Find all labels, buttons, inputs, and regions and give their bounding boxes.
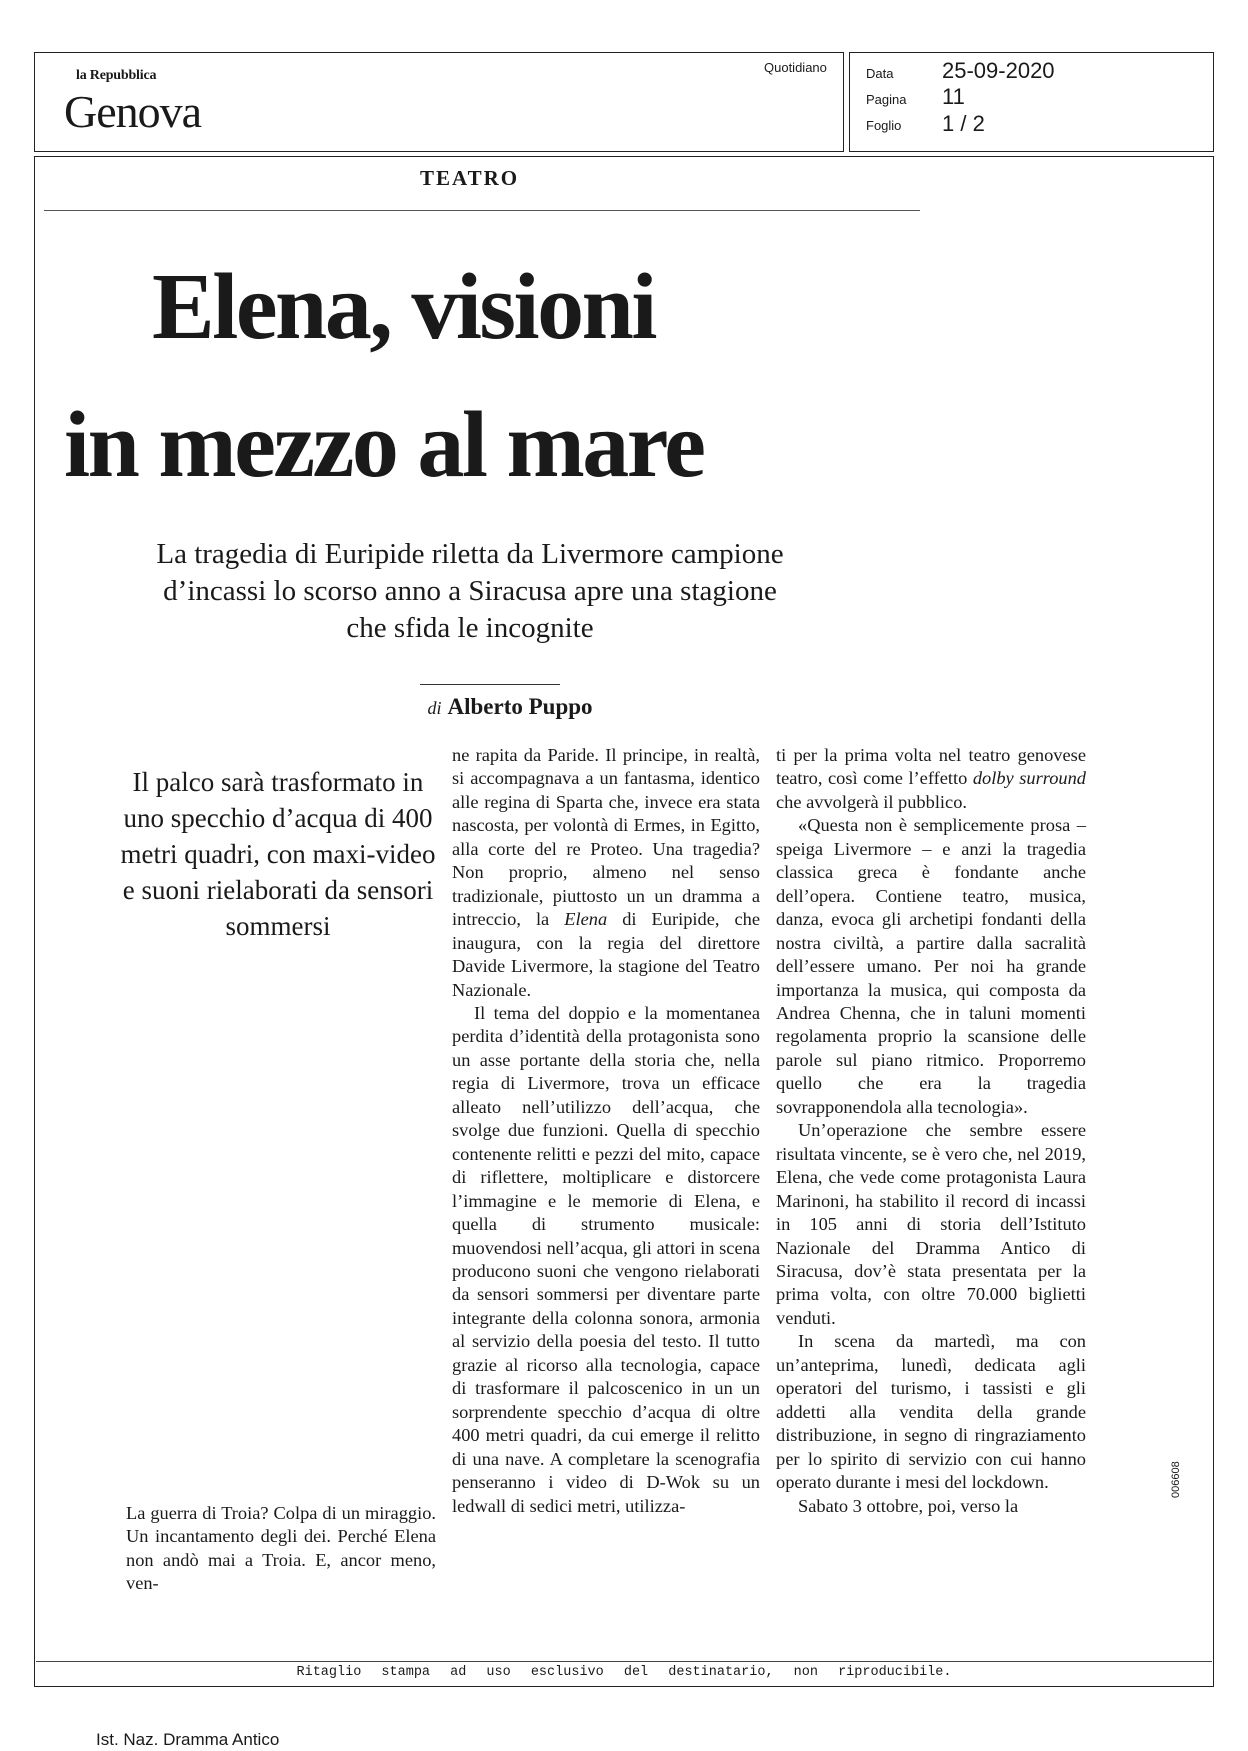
byline-prefix: di <box>427 698 442 718</box>
byline-author: Alberto Puppo <box>447 694 593 719</box>
source-note: Ist. Naz. Dramma Antico <box>96 1730 280 1749</box>
foglio-label: Foglio <box>866 118 902 133</box>
quotidiano-label: Quotidiano <box>764 60 827 75</box>
article-column-3 <box>776 744 1086 1518</box>
paragraph: La guerra di Troia? Colpa di un miraggio. Un incantamento degli dei. Perché Elena non andò mai a Troia. E, ancor meno, ven- <box>126 1503 436 1594</box>
article-column-1 <box>126 1502 436 1596</box>
masthead-title: Genova <box>64 86 202 137</box>
data-label: Data <box>866 66 894 81</box>
side-code: 006608 <box>1170 1461 1182 1498</box>
headline-line-2: in mezzo al mare <box>64 393 704 497</box>
paragraph: ne rapita da Paride. Il principe, in realtà, si accompagnava a un fantasma, identico alle regina di Sparta che, invece era stata nascosta, per volontà di Ermes, in Egitto, alla corte del re Proteo. Una tragedia? Non proprio, almeno nel senso tradizionale, piuttosto un un dramma a intreccio, la Elena di Euripide, che inaugura, con la regia del direttore Davide Livermore, la stagione del Teatro Nazionale. <box>452 745 760 1000</box>
section-label: TEATRO <box>420 166 520 190</box>
section-divider <box>44 210 920 211</box>
clipping-note: Ritaglio stampa ad uso esclusivo del destinatario, non riproducibile. <box>296 1665 952 1680</box>
byline-divider <box>420 684 560 685</box>
standfirst: La tragedia di Euripide riletta da Livermore campione d’incassi lo scorso anno a Siracusa apre una stagione che sfida le incognite <box>156 538 784 644</box>
headline-line-1: Elena, visioni <box>152 255 656 359</box>
pull-quote: Il palco sarà trasformato in uno specchio d’acqua di 400 metri quadri, con maxi-video e suoni rielaborati da sensori sommersi <box>120 767 436 941</box>
byline <box>380 694 640 720</box>
pagina-label: Pagina <box>866 92 907 107</box>
paragraph: ti per la prima volta nel teatro genovese teatro, così come l’effetto dolby surround che avvolgerà il pubblico. <box>776 745 1086 812</box>
paragraph: In scena da martedì, ma con un’anteprima, lunedì, dedicata agli operatori del turismo, i tassisti e gli addetti alla vendita della grande distribuzione, in segno di ringraziamento per lo spirito di servizio con cui hanno operato durante i mesi del lockdown. <box>776 1331 1086 1493</box>
paragraph: Il tema del doppio e la momentanea perdita d’identità della protagonista sono un asse portante della storia che, nella regia di Livermore, trova un efficace alleato nell’utilizzo dell’acqua, che svolge due funzioni. Quella di specchio contenente relitti e pezzi del mito, capace di riflettere, moltiplicare e distorcere l’immagine e le memorie di Elena, e quella di strumento musicale: muovendosi nell’acqua, gli attori in scena producono suoni che vengono rielaborati da sensori sommersi per diventare parte integrante della colonna sonora, armonia al servizio della poesia del testo. Il tutto grazie al ricorso alla tecnologia, capace di trasformare il palcoscenico in un un sorprendente specchio d’acqua di oltre 400 metri quadri, da cui emerge il relitto di una nave. A completare la scenografia penseranno i video di D-Wok su un ledwall di sedici metri, utilizza- <box>452 1002 760 1516</box>
article-column-2 <box>452 744 760 1518</box>
paragraph: Sabato 3 ottobre, poi, verso la <box>798 1495 1019 1516</box>
paragraph: «Questa non è semplicemente prosa – speiga Livermore – e anzi la tragedia classica greca è fondante anche dell’opera. Contiene teatro, musica, danza, evoca gli archetipi fondanti della nostra civiltà, a partire dalla sacralità dell’essere umano. Per noi ha grande importanza la musica, qui composta da Andrea Chenna, che in taluni momenti regolamenta proprio la scansione delle parole sul piano ritmico. Proporremo quello che era la tragedia sovrapponendola alla tecnologia». <box>776 815 1086 1117</box>
pagina-value: 11 <box>942 84 965 109</box>
emphasis: dolby surround <box>972 768 1086 789</box>
footer-divider <box>36 1661 1212 1662</box>
play-title: Elena <box>564 909 608 930</box>
foglio-value: 1 / 2 <box>942 111 985 136</box>
data-value: 25-09-2020 <box>942 58 1055 83</box>
paragraph: Un’operazione che sembre essere risultata vincente, se è vero che, nel 2019, Elena, che vede come protagonista Laura Marinoni, ha stabilito il record di incassi in 105 anni di storia dell’Istituto Nazionale del Dramma Antico di Siracusa, dov’è stata presentata per la prima volta, con oltre 70.000 biglietti venduti. <box>776 1120 1086 1328</box>
masthead-small: la Repubblica <box>76 68 157 83</box>
